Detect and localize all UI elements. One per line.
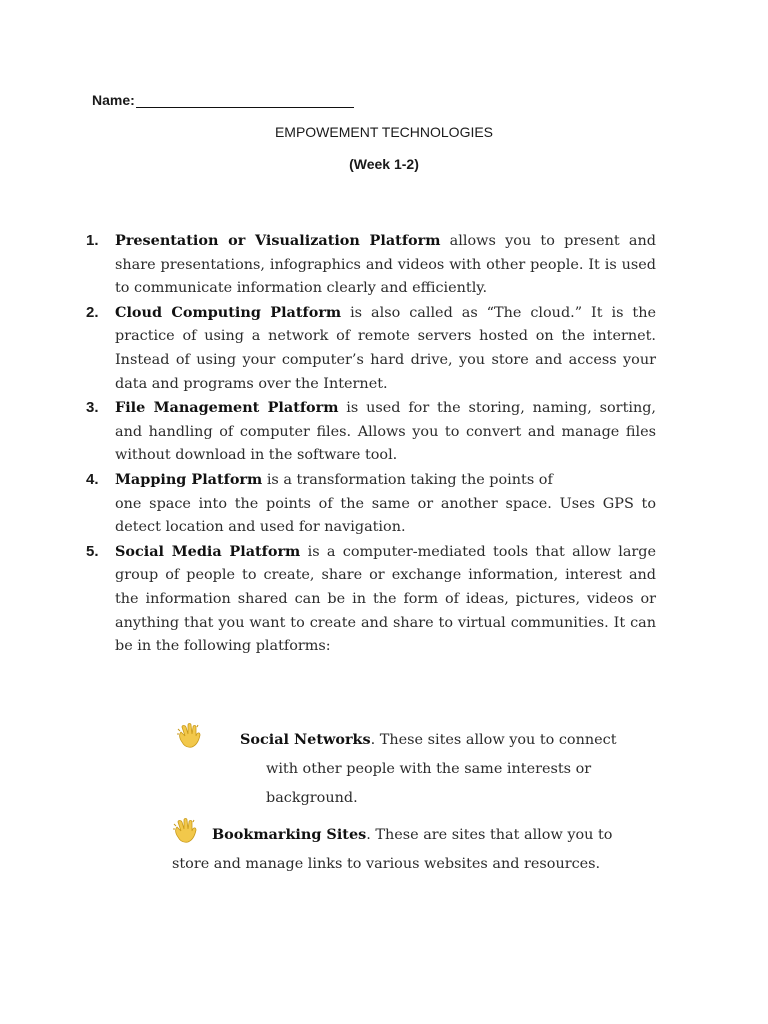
sub-item-bookmarking-sites [172,820,652,879]
list-item [86,468,656,540]
list-item [86,540,656,659]
sub-item-text: background. [266,790,358,806]
item-term: Social Media Platform [115,542,301,560]
list-item [86,301,656,396]
item-number: 5. [86,542,99,560]
list-item [86,396,656,468]
name-field [92,92,354,108]
document-week: (Week 1-2) [349,156,419,172]
waving-hand-icon [172,817,198,845]
name-label: Name: [92,92,135,108]
item-term: Presentation or Visualization Platform [115,232,441,249]
name-blank-line [136,93,354,108]
item-number: 3. [86,399,99,417]
item-number: 2. [86,303,99,321]
sub-item-term: Social Networks [240,731,371,748]
item-text: is a transformation taking the points of [262,471,553,488]
sub-item-text: . These sites allow you to connect [370,732,617,748]
item-text: is also called as “The cloud.” It is the practice of using a network of remote servers hosted on the internet. Instead of using your computer’s hard drive, you store and access your data and programs over the Internet. [115,304,656,392]
platform-list [86,229,656,659]
sub-item-term: Bookmarking Sites [212,826,367,843]
item-term: Mapping Platform [115,470,263,488]
item-term: File Management Platform [115,399,339,417]
document-title: EMPOWEMENT TECHNOLOGIES [274,124,494,140]
item-text: is a computer-mediated tools that allow large group of people to create, share or exchange information, interest and the information shared can be in the form of ideas, pictures, videos or anything that you want to create and share to virtual communities. It can be in the following platforms: [115,543,657,655]
waving-hand-icon [176,722,202,750]
item-number: 1. [86,232,99,249]
item-text: allows you to present and share presentations, infographics and videos with other people. It is used to communicate information clearly and efficiently. [115,233,656,297]
sub-item-text: . These are sites that allow you to [366,827,613,843]
item-term: Cloud Computing Platform [115,303,342,321]
list-item [86,229,656,301]
item-text: one space into the points of the same or another space. Uses GPS to detect location and used for navigation. [115,495,656,536]
item-text: is used for the storing, naming, sorting, and handling of computer files. Allows you to convert and manage files without download in the software tool. [115,400,657,464]
sub-item-text: store and manage links to various websites and resources. [172,856,601,872]
sub-item-text: with other people with the same interests or [266,761,592,777]
item-number: 4. [86,470,99,488]
sub-item-social-networks [176,725,656,813]
